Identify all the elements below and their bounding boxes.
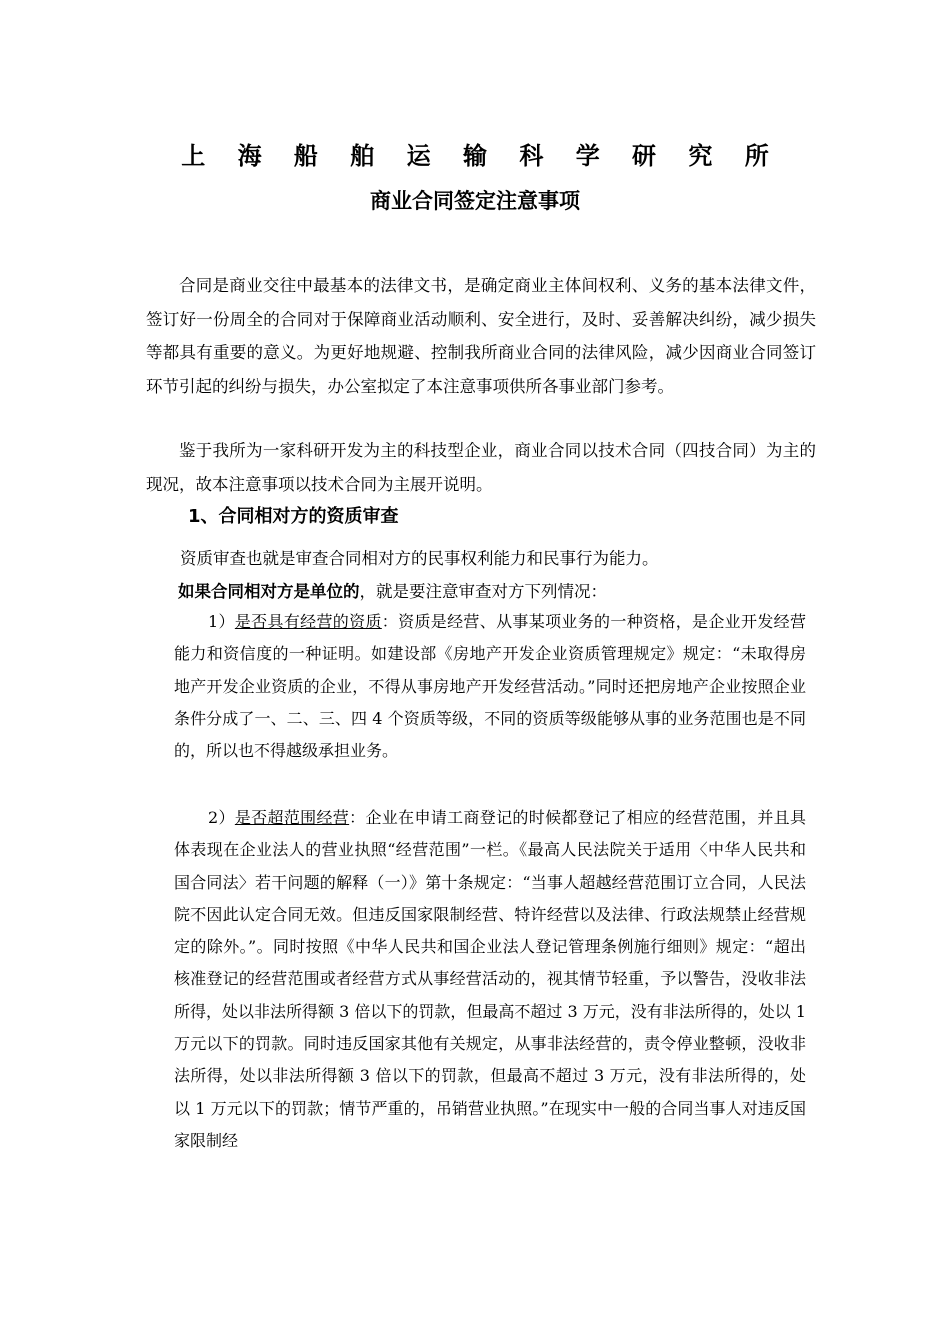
item-label: 是否具有经营的资质	[234, 612, 382, 631]
item-text: ：企业在申请工商登记的时候都登记了相应的经营范围，并且具体表现在企业法人的营业执照“经营范围”一栏。《最高人民法院关于适用〈中华人民共和国合同法〉若干问题的解释（一）》第十条规定：“当事人超越经营范围订立合同，人民法院不因此认定合同无效。但违反国家限制经营、特许经营以及法律、行政法规禁止经营规定的除外。”。同时按照《中华人民共和国企业法人登记管理条例施行细则》规定：“超出核准登记的经营范围或者经营方式从事经营活动的，视其情节轻重，予以警告，没收非法所得，处以非法所得额 3 倍以下的罚款，但最高不超过 3 万元，没有非法所得的，处以 1 万元以下的罚款。同时违反国家其他有关规定，从事非法经营的，责令停业整顿，没收非法所得，处以非法所得额 3 倍以下的罚款，但最高不超过 3 万元，没有非法所得的，处以 1 万元以下的罚款；情节严重的，吊销营业执照。”在现实中一般的合同当事人对违反国家限制经	[174, 808, 806, 1150]
item-text: ：资质是经营、从事某项业务的一种资格，是企业开发经营能力和资信度的一种证明。如建设部《房地产开发企业资质管理规定》规定：“未取得房地产开发企业资质的企业，不得从事房地产开发经营活动。”同时还把房地产企业按照企业条件分成了一、二、三、四 4 个资质等级，不同的资质等级能够从事的业务范围也是不同的，所以也不得越级承担业务。	[174, 612, 806, 761]
unit-party-bold: 如果合同相对方是单位的	[178, 582, 360, 601]
item-number: 2）	[208, 808, 235, 827]
item-business-scope	[174, 802, 806, 1157]
item-business-qualification	[174, 606, 806, 767]
intro-paragraph-1: 合同是商业交往中最基本的法律文书，是确定商业主体间权利、义务的基本法律文件，签订好一份周全的合同对于保障商业活动顺利、安全进行，及时、妥善解决纠纷，减少损失等都具有重要的意义。为更好地规避、控制我所商业合同的法律风险，减少因商业合同签订环节引起的纠纷与损失，办公室拟定了本注意事项供所各事业部门参考。	[146, 276, 816, 396]
document-title: 商业合同签定注意事项	[370, 189, 580, 213]
unit-party-line	[178, 578, 607, 602]
item-label: 是否超范围经营	[234, 808, 350, 827]
qualification-review-line: 资质审查也就是审查合同相对方的民事权利能力和民事行为能力。	[180, 549, 659, 568]
item-number: 1）	[208, 612, 235, 631]
unit-party-rest: ，就是要注意审查对方下列情况：	[359, 582, 607, 601]
section-heading: 1、合同相对方的资质审查	[188, 506, 399, 527]
organization-title: 上 海 船 舶 运 输 科 学 研 究 所	[181, 142, 781, 170]
intro-paragraph-2: 鉴于我所为一家科研开发为主的科技型企业，商业合同以技术合同（四技合同）为主的现况，故本注意事项以技术合同为主展开说明。	[146, 441, 816, 494]
